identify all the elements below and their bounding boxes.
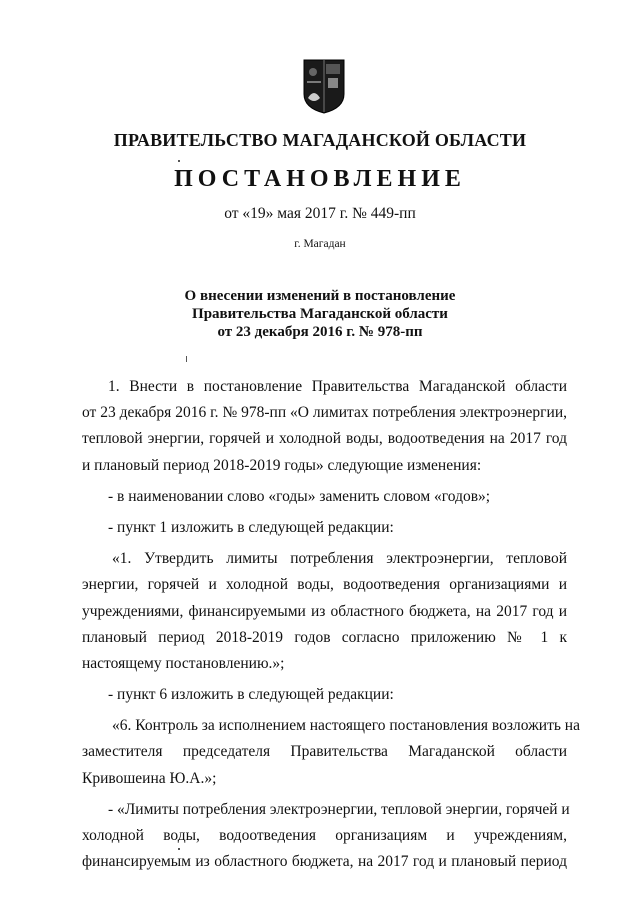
paragraph-line: тепловой энергии, горячей и холодной воды, водоотведения на 2017 год	[82, 430, 567, 448]
document-type-title: ПОСТАНОВЛЕНИЕ	[174, 166, 466, 192]
paragraph-line: от 23 декабря 2016 г. № 978-пп «О лимитах потребления электроэнергии,	[82, 404, 567, 422]
coat-of-arms-emblem	[302, 58, 346, 114]
scan-mark	[178, 160, 180, 162]
paragraph-line: Кривошеина Ю.А.»;	[82, 769, 217, 787]
paragraph-line: «6. Контроль за исполнением настоящего постановления возложить на	[112, 717, 580, 735]
paragraph-line: - «Лимиты потребления электроэнергии, тепловой энергии, горячей и	[108, 800, 570, 818]
subject-line: О внесении изменений в постановление	[184, 288, 456, 304]
paragraph-line: финансируемым из областного бюджета, на 2017 год и плановый период	[82, 853, 567, 871]
document-city: г. Магадан	[294, 238, 346, 250]
paragraph-2: - в наименовании слово «годы» заменить словом «годов»;	[108, 487, 491, 505]
subject-line: Правительства Магаданской области	[192, 306, 448, 322]
organization-name: ПРАВИТЕЛЬСТВО МАГАДАНСКОЙ ОБЛАСТИ	[113, 130, 527, 150]
paragraph-3: - пункт 1 изложить в следующей редакции:	[108, 518, 394, 536]
document-date-number: от «19» мая 2017 г. № 449-пп	[224, 205, 416, 222]
document-body	[82, 374, 580, 875]
subject-line: от 23 декабря 2016 г. № 978-пп	[217, 324, 423, 340]
scan-mark	[186, 356, 187, 362]
paragraph-7	[82, 797, 570, 876]
scan-mark	[178, 848, 180, 850]
paragraph-line: плановый период 2018-2019 годов согласно приложению № 1 к	[82, 628, 567, 646]
paragraph-line: учреждениями, финансируемыми из областного бюджета, на 2017 год и	[82, 602, 567, 620]
paragraph-line: «1. Утвердить лимиты потребления электроэнергии, тепловой	[112, 550, 567, 568]
paragraph-line: настоящему постановлению.»;	[82, 654, 285, 672]
paragraph-line: 1. Внести в постановление Правительства Магаданской области	[108, 378, 567, 395]
paragraph-line: заместителя председателя Правительства Магаданской области	[82, 743, 567, 761]
paragraph-4	[82, 546, 567, 677]
paragraph-line: и плановый период 2018-2019 годы» следующие изменения:	[82, 456, 482, 474]
paragraph-1	[82, 374, 567, 479]
document-subject	[0, 287, 640, 341]
paragraph-line: энергии, горячей и холодной воды, водоотведения организациями и	[82, 576, 567, 594]
paragraph-6	[82, 713, 580, 792]
paragraph-line: холодной воды, водоотведения организациям и учреждениям,	[82, 827, 567, 844]
paragraph-5: - пункт 6 изложить в следующей редакции:	[108, 686, 394, 704]
